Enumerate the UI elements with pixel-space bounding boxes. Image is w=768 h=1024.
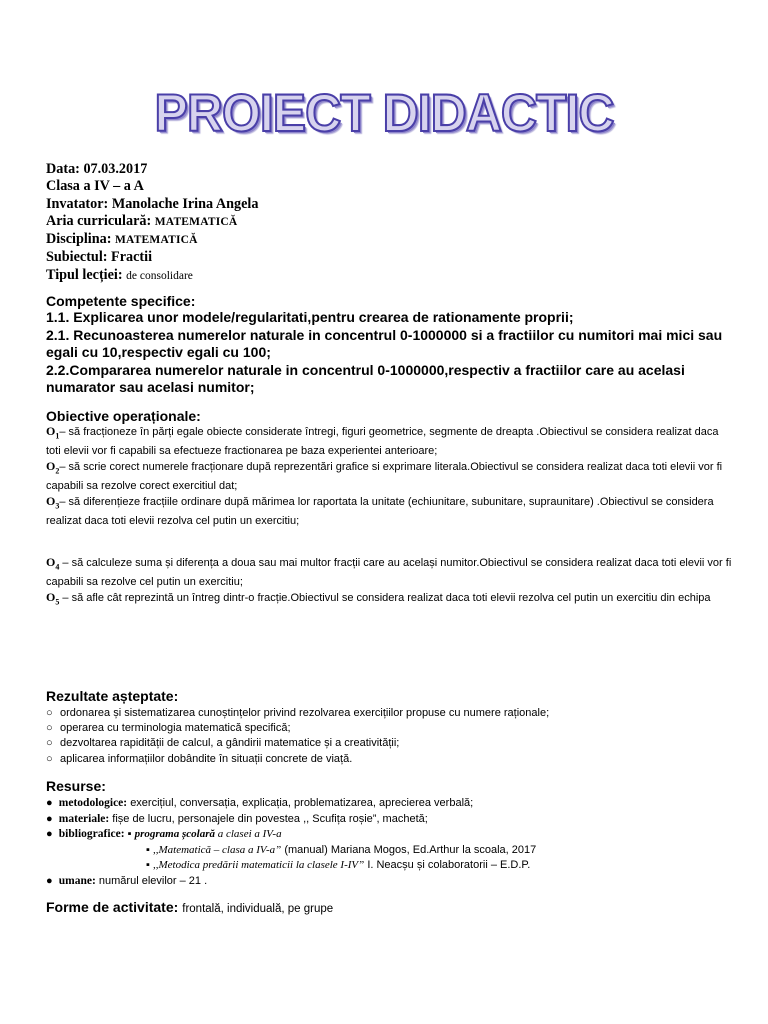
competency-item: 2.2.Compararea numerelor naturale in concentrul 0-1000000,respectiv a fractiilor care au acelasi numarator sau acelasi numitor; bbox=[46, 361, 685, 395]
competencies-heading: Competente specifice: bbox=[46, 293, 196, 309]
objectives-block-1 bbox=[14, 424, 734, 529]
list-item: ○ operarea cu terminologia matematică specifică; bbox=[46, 722, 291, 735]
objectives-block-2 bbox=[14, 555, 734, 610]
discipline-line: Disciplina: MATEMATICĂ bbox=[46, 231, 198, 248]
objective-o1: $O_1-$ să fracționeze în părți egale obiecte considerate întregi, figuri geometrice, segmente de dreapta .Obiectivul se considera realizat daca toti elevii vor fi capabili sa efectueze fractionarea pe baza experientei anterioare; bbox=[46, 424, 719, 457]
competencies-list bbox=[46, 309, 734, 397]
activity-forms-line: Forme de activitate: frontală, individuală, pe grupe bbox=[46, 899, 334, 915]
competency-item: 2.1. Recunoasterea numerelor naturale in concentrul 0-1000000 si a fractiilor cu numitori mai mici sau egali cu 10,respectiv egali cu 100; bbox=[46, 326, 723, 360]
competency-item: 1.1. Explicarea unor modele/regularitati,pentru crearea de rationamente proprii; bbox=[46, 309, 574, 325]
teacher-line: Invatator: Manolache Irina Angela bbox=[46, 195, 259, 212]
list-item: ○ ordonarea și sistematizarea cunoștințelor privind rezolvarea exercițiilor propuse cu numere raționale; bbox=[46, 707, 550, 719]
bibliography-item: ▪ ,,Metodica predării matematicii la clasele I-IV” I. Neacșu și colaboratorii – E.D.P. bbox=[146, 859, 531, 871]
lesson-header bbox=[46, 161, 726, 285]
bibliography-item: ▪ ,,Matematică – clasa a IV-a” (manual) Mariana Mogos, Ed.Arthur la scoala, 2017 bbox=[146, 843, 537, 856]
document-title: PROIECT DIDACTIC bbox=[154, 83, 614, 143]
objective-o3: $O_3-$ să diferențieze fracțiile ordinare după mărimea lor raportata la unitate (echiunitare, subunitare, supraunitare) .Obiectivul se considera realizat daca toti elevii rezolva cel putin un exercitiu; bbox=[46, 493, 714, 527]
lesson-type-line: Tipul lecției: de consolidare bbox=[46, 266, 193, 283]
date-line: Data: 07.03.2017 bbox=[46, 161, 148, 177]
resources-heading: Resurse: bbox=[46, 778, 106, 794]
resource-methodological: ● metodologice: exercițiul, conversația, explicația, problematizarea, aprecierea verbală; bbox=[46, 797, 474, 809]
objective-o5: $O_5$ – să afle cât reprezintă un întreg dintr-o fracție.Obiectivul se considera realizat daca toti elevii rezolva cel putin un exercitiu din echipa bbox=[46, 589, 711, 607]
list-item: ○ dezvoltarea rapidității de calcul, a gândirii matematice și a creativității; bbox=[46, 737, 400, 750]
objectives-heading: Obiective operaționale: bbox=[46, 408, 201, 424]
resource-bibliography: ● bibliografice: ▪ programa școlară a clasei a IV-a bbox=[46, 828, 282, 840]
list-item: ○ aplicarea informațiilor dobândite în situații concrete de viață. bbox=[46, 752, 353, 765]
resource-materials: ● materiale: fișe de lucru, personajele din povestea ,, Scufița roșie”, machetă; bbox=[46, 812, 428, 825]
expected-results-list bbox=[46, 706, 726, 767]
class-line: Clasa a IV – a A bbox=[46, 178, 144, 195]
curricular-area-line: Aria curriculară: MATEMATICĂ bbox=[46, 212, 238, 229]
resource-human: ● umane: numărul elevilor – 21 . bbox=[46, 874, 208, 887]
resources-list bbox=[46, 796, 746, 889]
objective-o4: $O_4$ – să calculeze suma și diferența a doua sau mai multor fracții care au același numitor.Obiectivul se considera realizat daca toti elevii vor fi capabili sa rezolve cel putin un exercitiu; bbox=[46, 555, 732, 588]
subject-line: Subiectul: Fractii bbox=[46, 249, 153, 266]
objective-o2: $O_2-$ să scrie corect numerele fracționare după reprezentări grafice si exprimare literala.Obiectivul se considera realizat daca toti elevii vor fi capabili sa rezolve corect exercitiul dat; bbox=[46, 458, 723, 492]
expected-results-heading: Rezultate așteptate: bbox=[46, 688, 179, 704]
